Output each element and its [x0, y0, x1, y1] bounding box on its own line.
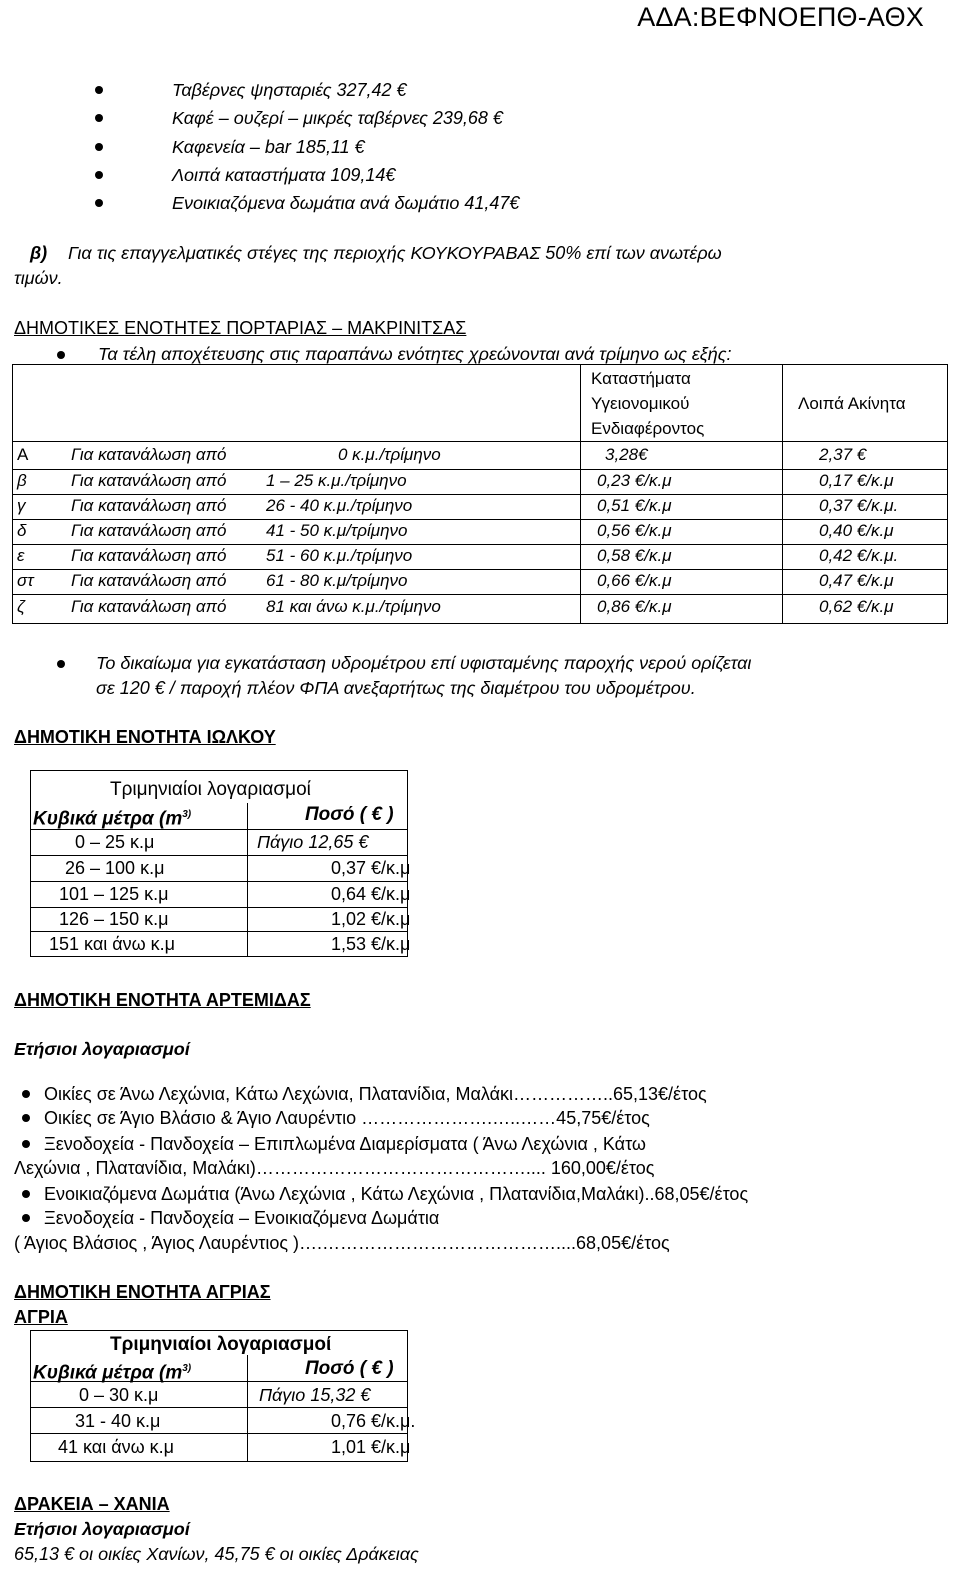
list-item: Λοιπά καταστήματα 109,14€: [172, 165, 396, 185]
beta-label: β): [30, 243, 48, 263]
beta-text-line1: Για τις επαγγελματικές στέγες της περιοχής ΚΟΥΚΟΥΡΑΒΑΣ 50% επί των ανωτέρω: [68, 243, 722, 263]
column-header-amount: Ποσό ( € ): [305, 804, 394, 825]
row-range: 1 – 25 κ.μ./τρίμηνο: [266, 471, 407, 490]
table-cell: 151 και άνω κ.μ: [49, 934, 176, 954]
table-cell: 0 – 25 κ.μ: [75, 832, 155, 852]
section-heading-drakeia: ΔΡΑΚΕΙΑ – ΧΑΝΙΑ: [14, 1494, 170, 1514]
table-cell: 0,64 €/κ.μ: [331, 884, 411, 904]
bullet-icon: [95, 199, 103, 207]
table-cell: 126 – 150 κ.μ: [59, 909, 169, 929]
row-desc: Για κατανάλωση από: [71, 597, 227, 616]
meter-note-line1: Το δικαίωμα για εγκατάσταση υδρομέτρου επί υφισταμένης παροχής νερού ορίζεται: [96, 653, 752, 673]
row-other-value: 0,42 €/κ.μ.: [819, 546, 899, 565]
artemida-rate-line: Ξενοδοχεία - Πανδοχεία – Επιπλωμένα Διαμερίσματα ( Άνω Λεχώνια , Κάτω: [44, 1134, 646, 1154]
table-cell: 0,37 €/κ.μ: [331, 858, 411, 878]
artemida-rate-line: ( Άγιος Βλάσιος , Άγιος Λαυρέντιος )….…………………………………....68,05€/έτος: [14, 1233, 670, 1253]
section-heading-artemida: ΔΗΜΟΤΙΚΗ ΕΝΟΤΗΤΑ ΑΡΤΕΜΙΔΑΣ: [14, 990, 311, 1010]
row-other-value: 0,17 €/κ.μ: [819, 471, 894, 490]
row-shops-value: 0,56 €/κ.μ: [597, 521, 672, 540]
table-title: Τριμηνιαίοι λογαριασμοί: [110, 1334, 332, 1355]
row-other-value: 0,37 €/κ.μ.: [819, 496, 899, 515]
table-cell: 31 - 40 κ.μ: [75, 1411, 161, 1431]
bullet-icon: [57, 351, 65, 359]
sewage-fees-table: [12, 364, 948, 624]
row-desc: Για κατανάλωση από: [71, 521, 227, 540]
row-shops-value: 3,28€: [605, 445, 648, 464]
row-letter: ζ: [17, 597, 25, 616]
ada-code: ΑΔΑ:ΒΕΦΝΟΕΠΘ-ΑΘΧ: [637, 2, 924, 32]
annual-bills-subheading: Ετήσιοι λογαριασμοί: [14, 1039, 190, 1059]
row-letter: ε: [17, 546, 25, 565]
row-desc: Για κατανάλωση από: [71, 471, 227, 490]
table-cell: 1,02 €/κ.μ: [331, 909, 411, 929]
column-header-cubic-meters: Κυβικά μέτρα ($m^{3)}$: [33, 808, 192, 830]
table-cell: Πάγιο 12,65 €: [257, 832, 369, 852]
column-header-amount: Ποσό ( € ): [305, 1358, 394, 1379]
artemida-rate-line: Οικίες σε Άνω Λεχώνια, Κάτω Λεχώνια, Πλατανίδια, Μαλάκι……………..65,13€/έτος: [44, 1084, 707, 1104]
table-cell: 0 – 30 κ.μ: [79, 1385, 159, 1405]
table-cell: 26 – 100 κ.μ: [65, 858, 165, 878]
row-desc: Για κατανάλωση από: [71, 445, 227, 464]
agria-subheading: ΑΓΡΙΑ: [14, 1307, 68, 1327]
section-heading-iolkos: ΔΗΜΟΤΙΚΗ ΕΝΟΤΗΤΑ ΙΩΛΚΟΥ: [14, 727, 276, 747]
row-letter: γ: [17, 496, 26, 515]
row-letter: β: [17, 471, 27, 490]
artemida-rate-line: Οικίες σε Άγιο Βλάσιο & Άγιο Λαυρέντιο ………………….…..……45,75€/έτος: [44, 1108, 650, 1128]
row-other-value: 0,62 €/κ.μ: [819, 597, 894, 616]
artemida-rate-line: Λεχώνια , Πλατανίδια, Μαλάκι)……………………………………….... 160,00€/έτος: [14, 1158, 655, 1178]
bullet-icon: [95, 171, 103, 179]
row-desc: Για κατανάλωση από: [71, 496, 227, 515]
column-header-cubic-meters: Κυβικά μέτρα ($m^{3)}$: [33, 1362, 192, 1384]
list-item: Καφέ – ουζερί – μικρές ταβέρνες 239,68 €: [172, 108, 503, 128]
bullet-icon: [22, 1114, 30, 1122]
bullet-icon: [57, 660, 65, 668]
iolkos-rates-table: [30, 770, 411, 957]
list-item: Ενοικιαζόμενα δωμάτια ανά δωμάτιο 41,47€: [172, 193, 520, 213]
row-shops-value: 0,51 €/κ.μ: [597, 496, 672, 515]
bullet-icon: [95, 86, 103, 94]
section-heading-agria: ΔΗΜΟΤΙΚΗ ΕΝΟΤΗΤΑ ΑΓΡΙΑΣ: [14, 1282, 271, 1302]
table-cell: 0,76 €/κ.μ.: [331, 1411, 416, 1431]
table-title: Τριμηνιαίοι λογαριασμοί: [110, 779, 311, 800]
row-shops-value: 0,66 €/κ.μ: [597, 571, 672, 590]
row-range: 51 - 60 κ.μ./τρίμηνο: [266, 546, 413, 565]
bullet-icon: [22, 1190, 30, 1198]
bullet-icon: [22, 1214, 30, 1222]
table-cell: Πάγιο 15,32 €: [259, 1385, 371, 1405]
column-header-shops: Ενδιαφέροντος: [591, 419, 705, 438]
bullet-icon: [95, 143, 103, 151]
row-desc: Για κατανάλωση από: [71, 571, 227, 590]
column-header-other: Λοιπά Ακίνητα: [798, 394, 906, 413]
row-letter: Α: [17, 445, 29, 464]
row-range: 41 - 50 κ.μ/τρίμηνο: [266, 521, 408, 540]
row-range: 61 - 80 κ.μ/τρίμηνο: [266, 571, 408, 590]
beta-text-line2: τιμών.: [14, 268, 63, 288]
bullet-icon: [22, 1090, 30, 1098]
list-item: Ταβέρνες ψησταριές 327,42 €: [172, 80, 407, 100]
bullet-icon: [95, 114, 103, 122]
row-letter: στ: [17, 571, 34, 590]
table-cell: 41 και άνω κ.μ: [58, 1437, 175, 1457]
column-header-shops: Υγειονομικού: [591, 394, 690, 413]
row-shops-value: 0,23 €/κ.μ: [597, 471, 672, 490]
sewage-fees-note: Τα τέλη αποχέτευσης στις παραπάνω ενότητες χρεώνονται ανά τρίμηνο ως εξής:: [98, 344, 732, 364]
artemida-rate-line: Ενοικιαζόμενα Δωμάτια (Άνω Λεχώνια , Κάτω Λεχώνια , Πλατανίδια,Μαλάκι)..68,05€/έτος: [44, 1184, 749, 1204]
row-other-value: 0,47 €/κ.μ: [819, 571, 894, 590]
row-letter: δ: [17, 521, 27, 540]
table-cell: 1,01 €/κ.μ: [331, 1437, 411, 1457]
drakeia-rates-line: 65,13 € οι οικίες Χανίων, 45,75 € οι οικίες Δράκειας: [14, 1544, 419, 1564]
annual-bills-subheading: Ετήσιοι λογαριασμοί: [14, 1519, 190, 1539]
table-cell: 101 – 125 κ.μ: [59, 884, 169, 904]
row-shops-value: 0,58 €/κ.μ: [597, 546, 672, 565]
artemida-rate-line: Ξενοδοχεία - Πανδοχεία – Ενοικιαζόμενα Δωμάτια: [44, 1208, 440, 1228]
column-header-shops: Καταστήματα: [591, 369, 691, 388]
row-shops-value: 0,86 €/κ.μ: [597, 597, 672, 616]
row-range: 0 κ.μ./τρίμηνο: [338, 445, 441, 464]
meter-note-line2: σε 120 € / παροχή πλέον ΦΠΑ ανεξαρτήτως της διαμέτρου του υδρομέτρου.: [96, 678, 696, 698]
row-desc: Για κατανάλωση από: [71, 546, 227, 565]
agria-rates-table: [30, 1330, 416, 1462]
bullet-icon: [22, 1140, 30, 1148]
section-heading-portaria: ΔΗΜΟΤΙΚΕΣ ΕΝΟΤΗΤΕΣ ΠΟΡΤΑΡΙΑΣ – ΜΑΚΡΙΝΙΤΣΑΣ: [14, 318, 467, 338]
table-cell: 1,53 €/κ.μ: [331, 934, 411, 954]
row-range: 81 και άνω κ.μ./τρίμηνο: [266, 597, 441, 616]
row-range: 26 - 40 κ.μ./τρίμηνο: [266, 496, 413, 515]
row-other-value: 0,40 €/κ.μ: [819, 521, 894, 540]
row-other-value: 2,37 €: [819, 445, 867, 464]
list-item: Καφενεία – bar 185,11 €: [172, 137, 365, 157]
